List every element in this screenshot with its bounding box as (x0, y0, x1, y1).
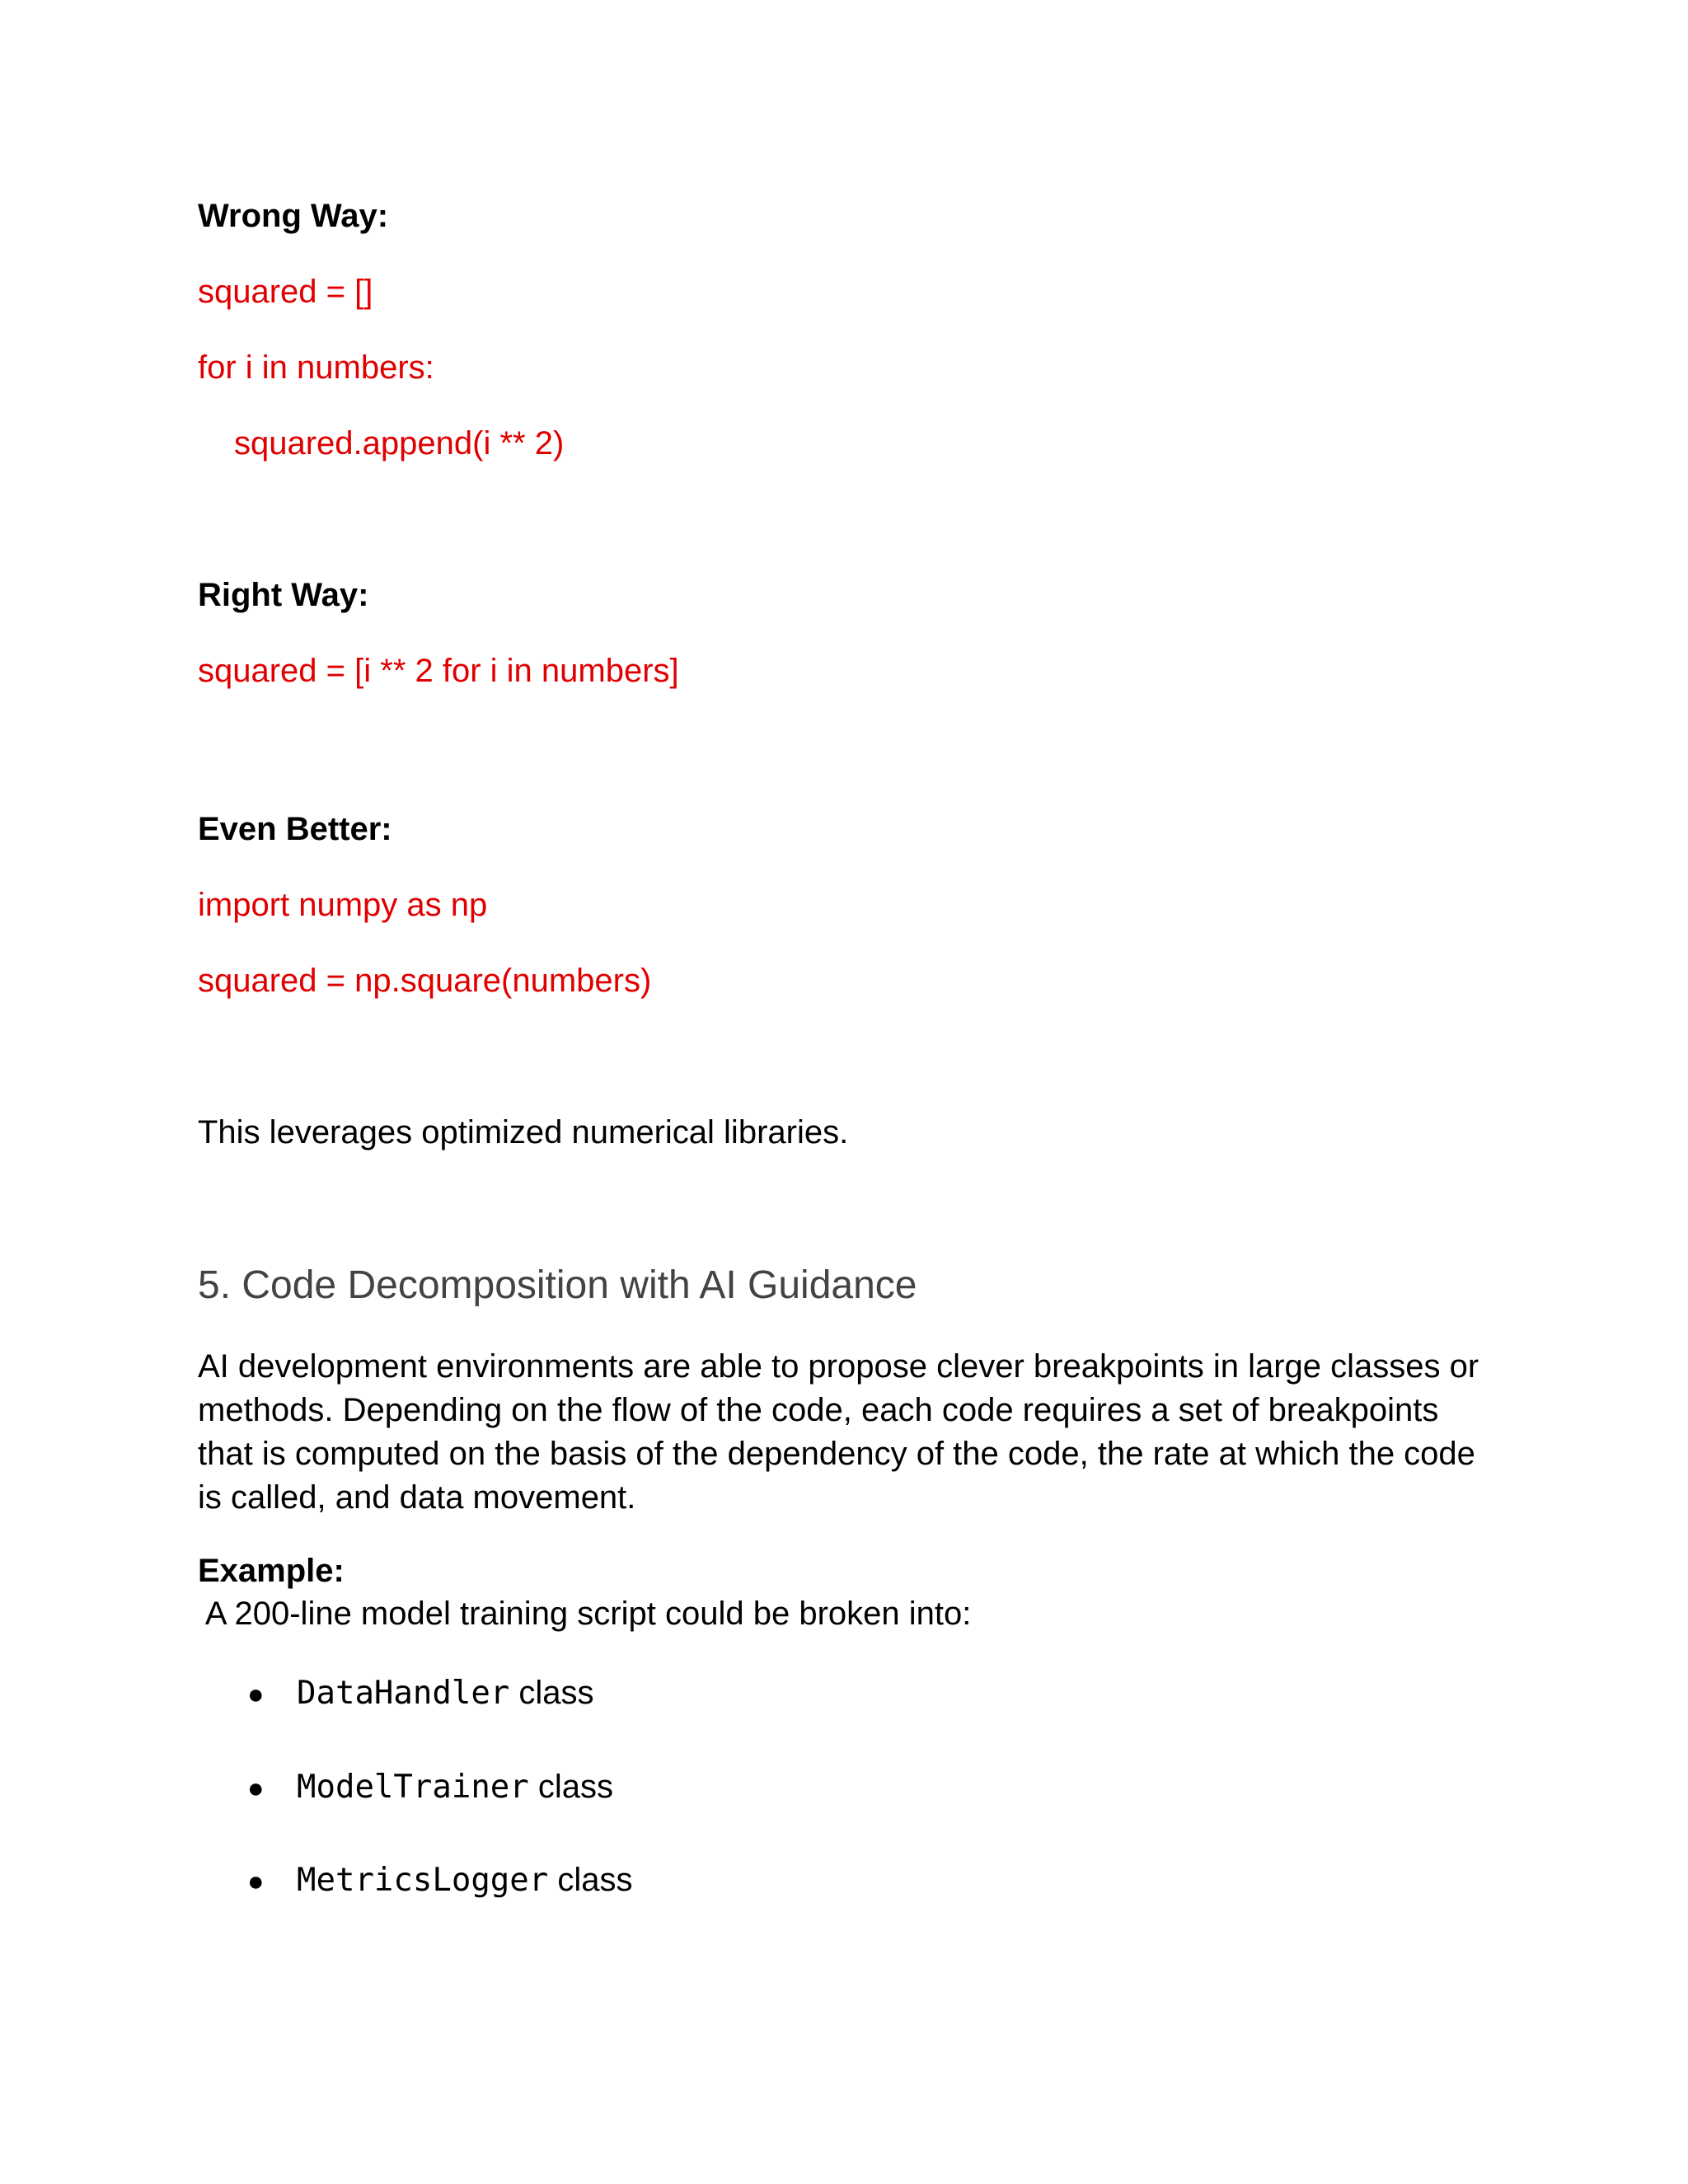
even-better-label: Even Better: (198, 811, 392, 847)
bullet-dot-icon: ● (247, 1866, 265, 1897)
leverages-note: This leverages optimized numerical libraries. (198, 1114, 849, 1151)
bullet-dot-icon: ● (247, 1773, 265, 1804)
paragraph-line: methods. Depending on the flow of the code, each code requires a set of breakpoints (198, 1392, 1439, 1428)
right-way-code-line-1: squared = [i ** 2 for i in numbers] (198, 653, 679, 689)
class-suffix: class (509, 1675, 594, 1711)
bullet-item (247, 1767, 613, 1808)
class-name-code: ModelTrainer (297, 1769, 529, 1806)
right-way-label: Right Way: (198, 577, 369, 613)
class-suffix: class (528, 1769, 614, 1805)
bullet-item (247, 1673, 594, 1714)
bullet-dot-icon: ● (247, 1679, 265, 1710)
section-paragraph (198, 1345, 1517, 1520)
section-heading: 5. Code Decomposition with AI Guidance (198, 1263, 917, 1307)
wrong-way-label: Wrong Way: (198, 198, 389, 234)
class-suffix: class (548, 1862, 633, 1898)
example-intro: A 200-line model training script could be broken into: (198, 1596, 972, 1632)
wrong-way-code-line-3: squared.append(i ** 2) (234, 425, 565, 462)
wrong-way-code-line-2: for i in numbers: (198, 349, 434, 386)
paragraph-line: that is computed on the basis of the dependency of the code, the rate at which the code (198, 1436, 1475, 1472)
class-name-code: DataHandler (297, 1675, 510, 1712)
example-label: Example: (198, 1553, 345, 1589)
bullet-item (247, 1860, 633, 1901)
even-better-code-line-2: squared = np.square(numbers) (198, 963, 652, 999)
paragraph-line: AI development environments are able to propose clever breakpoints in large classes or (198, 1348, 1479, 1385)
even-better-code-line-1: import numpy as np (198, 887, 488, 923)
paragraph-line: is called, and data movement. (198, 1479, 636, 1516)
class-name-code: MetricsLogger (297, 1862, 549, 1899)
wrong-way-code-line-1: squared = [] (198, 274, 373, 310)
